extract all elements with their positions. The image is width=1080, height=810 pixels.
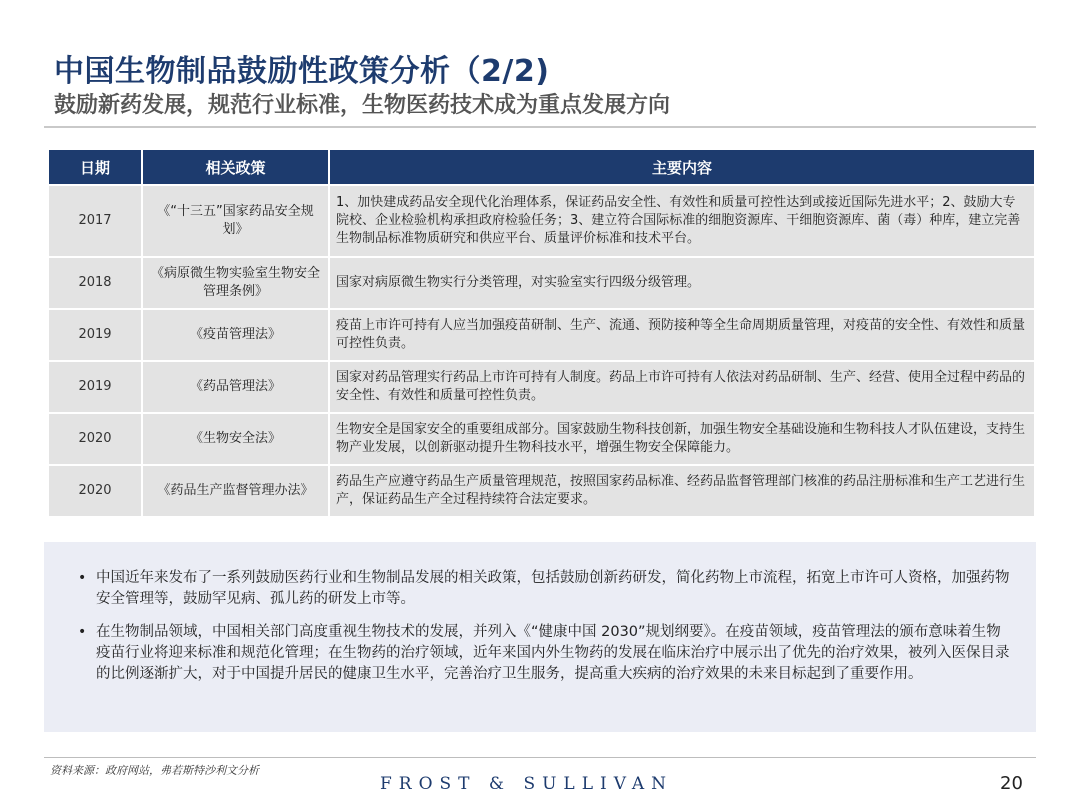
page-title: 中国生物制品鼓励性政策分析（2/2) (54, 54, 550, 89)
row-policy: 《“十三五”国家药品安全规划》 (142, 185, 329, 257)
row-date: 2017 (48, 185, 142, 257)
row-content: 疫苗上市许可持有人应当加强疫苗研制、生产、流通、预防接种等全生命周期质量管理，对疫苗的安全性、有效性和质量可控性负责。 (329, 309, 1035, 361)
policy-table (47, 148, 1036, 518)
row-date: 2019 (48, 361, 142, 413)
row-policy: 《生物安全法》 (142, 413, 329, 465)
brand-logo: FROST & SULLIVAN (380, 774, 673, 794)
footer-divider (44, 757, 1036, 758)
source-note: 资料来源：政府网站，弗若斯特沙利文分析 (50, 764, 259, 777)
column-header-content: 主要内容 (329, 149, 1035, 185)
table-row (48, 257, 1035, 309)
row-policy: 《病原微生物实验室生物安全管理条例》 (142, 257, 329, 309)
page-subtitle: 鼓励新药发展，规范行业标准，生物医药技术成为重点发展方向 (54, 93, 671, 118)
table-row (48, 465, 1035, 517)
column-header-date: 日期 (48, 149, 142, 185)
table-row (48, 413, 1035, 465)
row-date: 2020 (48, 413, 142, 465)
column-header-policy: 相关政策 (142, 149, 329, 185)
table-row (48, 185, 1035, 257)
bullet-dot-icon: • (78, 570, 87, 586)
bullet-dot-icon: • (78, 624, 87, 640)
row-content: 1、加快建成药品安全现代化治理体系，保证药品安全性、有效性和质量可控性达到或接近国际先进水平；2、鼓励大专院校、企业检验机构承担政府检验任务；3、建立符合国际标准的细胞资源库、干细胞资源库、菌（毒）种库，建立完善生物制品标准物质研究和供应平台、质量评价标准和技术平台。 (329, 185, 1035, 257)
page-number: 20 (1000, 773, 1023, 794)
row-content: 国家对药品管理实行药品上市许可持有人制度。药品上市许可持有人依法对药品研制、生产、经营、使用全过程中药品的安全性、有效性和质量可控性负责。 (329, 361, 1035, 413)
summary-bullet-text: 中国近年来发布了一系列鼓励医药行业和生物制品发展的相关政策，包括鼓励创新药研发，简化药物上市流程，拓宽上市许可人资格，加强药物安全管理等，鼓励罕见病、孤儿药的研发上市等。 (96, 570, 1010, 607)
row-date: 2019 (48, 309, 142, 361)
row-date: 2018 (48, 257, 142, 309)
table-row (48, 361, 1035, 413)
row-date: 2020 (48, 465, 142, 517)
summary-bullet-text: 在生物制品领域，中国相关部门高度重视生物技术的发展，并列入《“健康中国 2030”规划纲要》。在疫苗领域，疫苗管理法的颁布意味着生物疫苗行业将迎来标准和规范化管理；在生物药的治疗领域，近年来国内外生物药的发展在临床治疗中展示出了优先的治疗效果，被列入医保目录的比例逐渐扩大，对于中国提升居民的健康卫生水平，完善治疗卫生服务，提高重大疾病的治疗效果的未来目标起到了重要作用。 (96, 624, 1010, 682)
title-divider (44, 126, 1036, 128)
summary-bullet (74, 568, 1010, 610)
table-header-row (48, 149, 1035, 185)
summary-box (44, 542, 1036, 732)
row-content: 国家对病原微生物实行分类管理，对实验室实行四级分级管理。 (329, 257, 1035, 309)
row-policy: 《疫苗管理法》 (142, 309, 329, 361)
row-policy: 《药品管理法》 (142, 361, 329, 413)
row-content: 生物安全是国家安全的重要组成部分。国家鼓励生物科技创新，加强生物安全基础设施和生物科技人才队伍建设，支持生物产业发展，以创新驱动提升生物科技水平，增强生物安全保障能力。 (329, 413, 1035, 465)
row-content: 药品生产应遵守药品生产质量管理规范，按照国家药品标准、经药品监督管理部门核准的药品注册标准和生产工艺进行生产，保证药品生产全过程持续符合法定要求。 (329, 465, 1035, 517)
table-row (48, 309, 1035, 361)
summary-bullet (74, 622, 1010, 685)
row-policy: 《药品生产监督管理办法》 (142, 465, 329, 517)
